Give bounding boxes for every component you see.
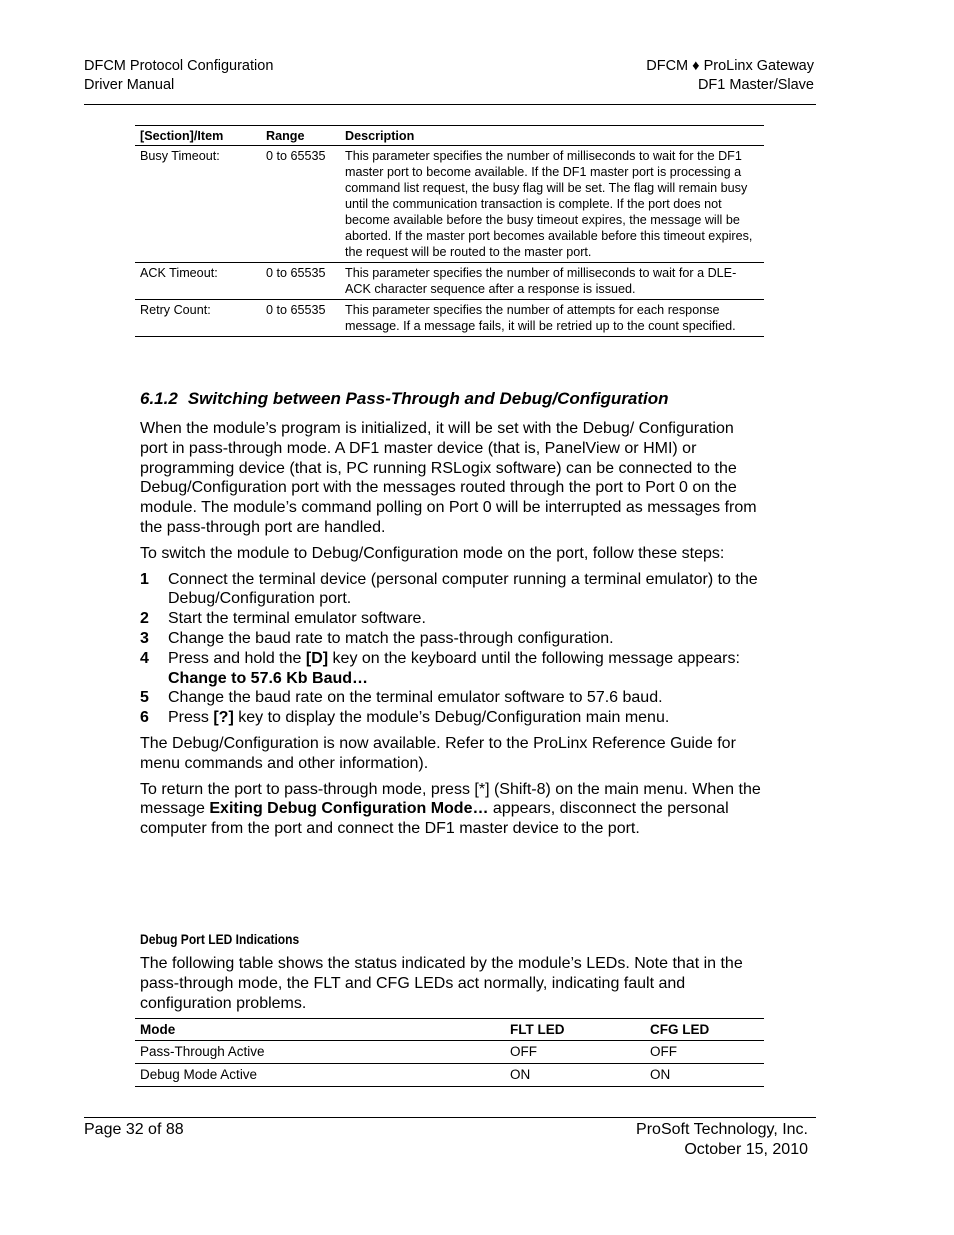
list-item: [140, 609, 764, 629]
table-row: [135, 263, 764, 300]
paragraph-return: To return the port to pass-through mode, press [*] (Shift-8) on the main menu. When the message Exiting Debug Configuration Mode… appears, disconnect the personal computer from the port and connect the DF1 master device to the port.: [140, 780, 761, 838]
led-mode: Debug Mode Active: [135, 1064, 505, 1087]
key-d: [D]: [305, 649, 329, 667]
led-cfg: OFF: [645, 1041, 764, 1064]
list-item: [140, 629, 764, 649]
column-header-range: Range: [261, 126, 340, 146]
column-header-flt: FLT LED: [505, 1019, 645, 1041]
parameter-table: [135, 125, 764, 337]
table-row: [135, 300, 764, 337]
param-range: 0 to 65535: [261, 146, 340, 263]
steps-list: [140, 570, 764, 728]
header-divider: [84, 104, 816, 105]
footer-right: [636, 1120, 808, 1159]
step-number: 1: [140, 570, 149, 588]
header-right: [646, 57, 814, 95]
page-number: Page 32 of 88: [84, 1121, 184, 1138]
param-range: 0 to 65535: [261, 300, 340, 337]
section-body: [140, 419, 764, 845]
step-text: Press [?] key to display the module’s Debug/Configuration main menu.: [168, 709, 670, 727]
led-table-header: [135, 1019, 764, 1041]
param-item: ACK Timeout:: [135, 263, 261, 300]
company-name: ProSoft Technology, Inc.: [636, 1121, 808, 1138]
product-protocol: DF1 Master/Slave: [697, 77, 814, 93]
list-item: [140, 688, 764, 708]
step-text: Change the baud rate to match the pass-through configuration.: [168, 629, 614, 647]
column-header-item: [Section]/Item: [135, 126, 261, 146]
led-table: [135, 1018, 764, 1087]
parameter-table-header: [135, 126, 764, 146]
table-row: [135, 1064, 764, 1087]
param-description: This parameter specifies the number of attempts for each response message. If a message fails, it will be retried up to the count specified.: [340, 300, 764, 337]
led-subheading: Debug Port LED Indications: [140, 931, 300, 947]
step-number: 3: [140, 629, 149, 647]
header-left: [84, 57, 273, 95]
product-name: DFCM ♦ ProLinx Gateway: [646, 58, 814, 74]
table-row: [135, 146, 764, 263]
key-question: [?]: [213, 709, 234, 727]
list-item: [140, 708, 764, 728]
step-text: Press and hold the [D] key on the keyboard until the following message appears: Change to 57.6 Kb Baud…: [168, 649, 764, 689]
step-text: Connect the terminal device (personal computer running a terminal emulator) to the Debug/Configuration port.: [168, 570, 758, 608]
step-number: 6: [140, 709, 149, 727]
section-title: Switching between Pass-Through and Debug/Configuration: [187, 389, 669, 408]
column-header-mode: Mode: [135, 1019, 505, 1041]
section-heading: [140, 388, 669, 410]
baud-message: Change to 57.6 Kb Baud…: [168, 669, 369, 687]
section-number: 6.1.2: [140, 389, 178, 408]
publish-date: October 15, 2010: [684, 1140, 808, 1158]
paragraph-steps-intro: To switch the module to Debug/Configuration mode on the port, follow these steps:: [140, 544, 725, 562]
doc-title: DFCM Protocol Configuration: [84, 58, 274, 74]
led-intro: [140, 954, 764, 1019]
column-header-description: Description: [340, 126, 764, 146]
led-flt: ON: [505, 1064, 645, 1087]
param-range: 0 to 65535: [261, 263, 340, 300]
list-item: [140, 570, 764, 610]
step-text: Change the baud rate on the terminal emulator software to 57.6 baud.: [168, 689, 663, 707]
footer-divider: [84, 1117, 816, 1118]
list-item: [140, 649, 764, 689]
column-header-cfg: CFG LED: [645, 1019, 764, 1041]
paragraph-led: The following table shows the status indicated by the module’s LEDs. Note that in the pass-through mode, the FLT and CFG LEDs act normally, indicating fault and configuration problems.: [140, 955, 743, 1012]
param-description: This parameter specifies the number of milliseconds to wait for a DLE-ACK character sequence after a response is issued.: [340, 263, 764, 300]
step-number: 5: [140, 689, 149, 707]
param-description: This parameter specifies the number of milliseconds to wait for the DF1 master port to become available. If the DF1 master port is processing a command list request, the busy flag will be set. The flag will remain busy until the communication transaction is complete. If the port does not become available before the busy timeout expires, the message will be aborted. If the master port becomes available before this timeout expires, the request will be routed to the master port.: [340, 146, 764, 263]
paragraph-available: The Debug/Configuration is now available. Refer to the ProLinx Reference Guide for menu commands and other information).: [140, 734, 736, 772]
step-number: 4: [140, 649, 149, 667]
led-mode: Pass-Through Active: [135, 1041, 505, 1064]
table-row: [135, 1041, 764, 1064]
param-item: Retry Count:: [135, 300, 261, 337]
param-item: Busy Timeout:: [135, 146, 261, 263]
paragraph-intro: When the module’s program is initialized, it will be set with the Debug/ Configuration port in pass-through mode. A DF1 master device (that is, PanelView or HMI) or programming device (that is, PC running RSLogix software) can be connected to the Debug/Configuration port with the messages routed through the port to Port 0 on the module. The module’s command polling on Port 0 will be interrupted as messages from the pass-through port are handled.: [140, 420, 757, 536]
exit-message: Exiting Debug Configuration Mode…: [209, 800, 489, 818]
led-flt: OFF: [505, 1041, 645, 1064]
doc-subtitle: Driver Manual: [84, 77, 175, 93]
led-cfg: ON: [645, 1064, 764, 1087]
step-text: Start the terminal emulator software.: [168, 610, 426, 628]
step-number: 2: [140, 610, 149, 628]
